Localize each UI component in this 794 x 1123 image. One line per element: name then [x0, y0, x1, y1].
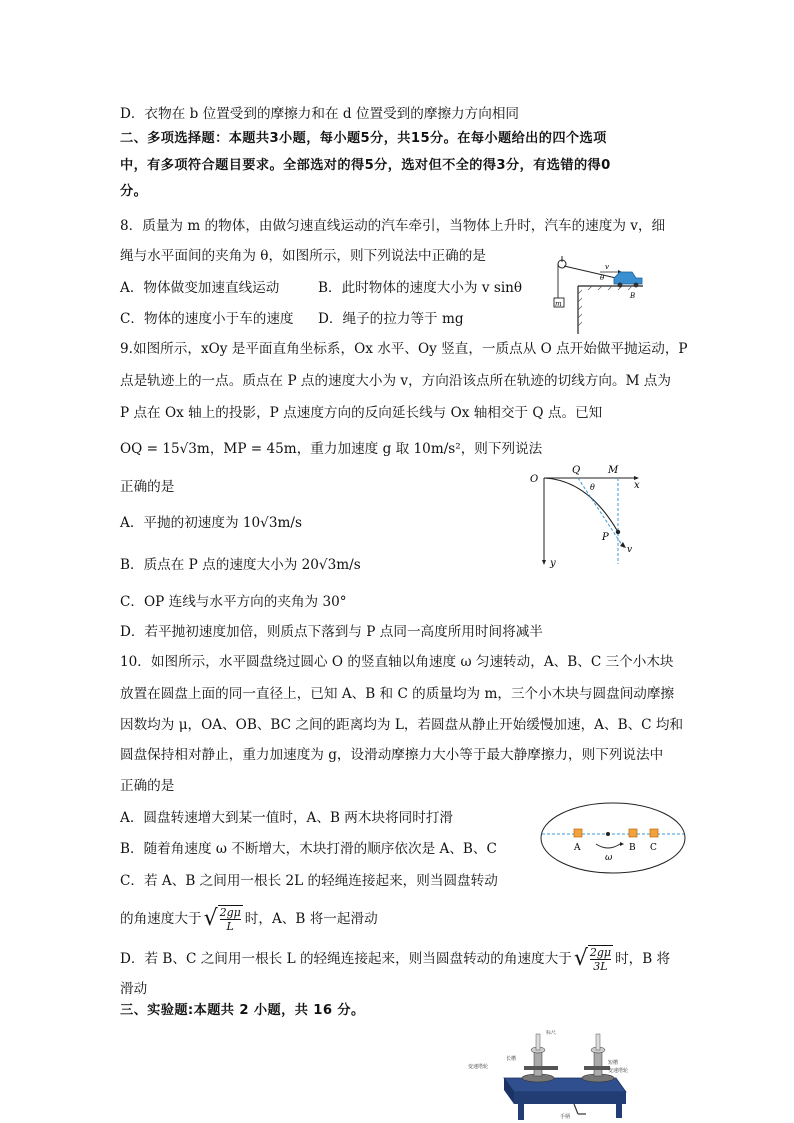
q9-label-m: M [608, 465, 619, 476]
q9-stem-line2: 点是轨迹上的一点。质点在 P 点的速度大小为 v，方向沿该点所在轨迹的切线方向。M 点为 [120, 373, 671, 389]
q8-option-c: C．物体的速度小于车的速度 [120, 311, 294, 327]
apparatus-label-right-wheel: 变速塔轮 [608, 1068, 629, 1074]
q10-label-b: B [629, 843, 636, 853]
q7-option-d: D．衣物在 b 位置受到的摩擦力和在 d 位置受到的摩擦力方向相同 [120, 106, 520, 122]
q9-option-a: A．平抛的初速度为 10√3m/s [120, 515, 302, 531]
q10-option-b: B．随着角速度 ω 不断增大，木块打滑的顺序依次是 A、B、C [120, 841, 497, 857]
q8-label-v: v [605, 263, 609, 271]
q8-option-a: A．物体做变加速直线运动 [120, 280, 280, 296]
section2-line2: 中，有多项符合题目要求。全部选对的得5分，选对但不全的得3分，有选错的得0 [120, 158, 611, 173]
apparatus-label-handle: 手柄 [560, 1114, 571, 1120]
apparatus-label-left-wheel: 变速塔轮 [468, 1064, 489, 1070]
q10-option-c-suffix: 时，A、B 将一起滑动 [244, 911, 378, 927]
apparatus-label-long-slot: 长槽 [506, 1056, 517, 1062]
q8-stem-line1: 8．质量为 m 的物体，由做匀速直线运动的汽车牵引，当物体上升时，汽车的速度为 v，细 [120, 218, 666, 234]
q8-option-d: D．绳子的拉力等于 mg [318, 311, 464, 327]
q10-option-d-suffix: 时，B 将 [615, 951, 671, 967]
q10-option-d-line1 [120, 945, 670, 973]
q9-label-q: Q [572, 465, 581, 476]
q10-stem-line5: 正确的是 [120, 778, 175, 794]
section3-line1: 三、实验题:本题共 2 小题，共 16 分。 [120, 1003, 365, 1018]
q10-option-d-denominator: 3L [593, 960, 608, 973]
q10-option-a: A．圆盘转速增大到某一值时，A、B 两木块将同时打滑 [120, 810, 454, 826]
q9-label-p: P [602, 532, 609, 543]
centripetal-force-apparatus-image [466, 1030, 636, 1122]
q10-stem-line4: 圆盘保持相对静止，重力加速度为 g，设滑动摩擦力大小等于最大静摩擦力，则下列说法中 [120, 747, 664, 763]
apparatus-label-short-slot: 短槽 [608, 1060, 619, 1066]
q9-label-o: O [530, 474, 539, 485]
q8-label-theta: θ [600, 274, 605, 282]
q9-option-c: C．OP 连线与水平方向的夹角为 30° [120, 594, 347, 610]
q10-option-c-line1: C．若 A、B 之间用一根长 2L 的轻绳连接起来，则当圆盘转动 [120, 873, 498, 889]
q10-option-d-line2: 滑动 [120, 981, 148, 997]
q10-option-c-prefix: 的角速度大于 [120, 911, 202, 927]
section2-line1: 二、多项选择题：本题共3小题，每小题5分，共15分。在每小题给出的四个选项 [120, 131, 607, 146]
q9-stem-line4: OQ = 15√3m，MP = 45m，重力加速度 g 取 10m/s²，则下列说法 [120, 441, 543, 457]
q10-option-c-sqrt: √ $\frac{2g\mu}{L}$ [203, 906, 241, 933]
q10-stem-line2: 放置在圆盘上面的同一直径上，已知 A、B 和 C 的质量均为 m，三个小木块与圆盘间动摩擦 [120, 686, 675, 702]
q9-stem-line1: 9.如图所示，xOy 是平面直角坐标系，Ox 水平、Oy 竖直，一质点从 O 点开始做平抛运动，P [120, 341, 688, 357]
q9-stem-line3: P 点在 Ox 轴上的投影，P 点速度方向的反向延长线与 Ox 轴相交于 Q 点。已知 [120, 405, 603, 421]
q8-label-b: B [630, 292, 636, 300]
q10-option-c-numerator: 2gμ [219, 906, 241, 919]
q9-option-b: B．质点在 P 点的速度大小为 20√3m/s [120, 557, 361, 573]
q8-label-m: m [555, 300, 562, 308]
q10-option-c-denominator: L [226, 920, 234, 933]
q9-projectile-figure [528, 460, 648, 570]
q9-label-y: y [550, 558, 556, 569]
apparatus-label-scale: 标尺 [546, 1030, 557, 1036]
q8-stem-line2: 绳与水平面间的夹角为 θ，如图所示，则下列说法中正确的是 [120, 248, 486, 264]
q9-label-v: v [627, 545, 633, 555]
q8-option-b: B．此时物体的速度大小为 v sinθ [318, 280, 523, 296]
q10-label-omega: ω [605, 853, 613, 863]
q9-option-d: D．若平抛初速度加倍，则质点下落到与 P 点同一高度所用时间将减半 [120, 624, 543, 640]
q10-stem-line3: 因数均为 μ，OA、OB、BC 之间的距离均为 L，若圆盘从静止开始缓慢加速，A、B、C 均和 [120, 717, 684, 733]
q10-option-d-sqrt: √ $\frac{2g\mu}{3L}$ [573, 946, 612, 973]
q10-disk-figure [538, 800, 688, 876]
q10-option-c-line2 [120, 905, 378, 933]
q10-stem-line1: 10．如图所示，水平圆盘绕过圆心 O 的竖直轴以角速度 ω 匀速转动，A、B、C 三个小木块 [120, 654, 674, 670]
q9-label-theta: θ [590, 483, 595, 492]
q9-stem-line5: 正确的是 [120, 479, 175, 495]
q10-option-d-prefix: D．若 B、C 之间用一根长 L 的轻绳连接起来，则当圆盘转动的角速度大于 [120, 951, 572, 967]
q10-label-c: C [650, 843, 657, 853]
q9-label-x: x [634, 480, 640, 491]
q8-car-pulley-figure [538, 248, 648, 336]
section2-line3: 分。 [120, 184, 148, 199]
q10-option-d-numerator: 2gμ [589, 946, 612, 959]
q10-label-a: A [574, 843, 581, 853]
